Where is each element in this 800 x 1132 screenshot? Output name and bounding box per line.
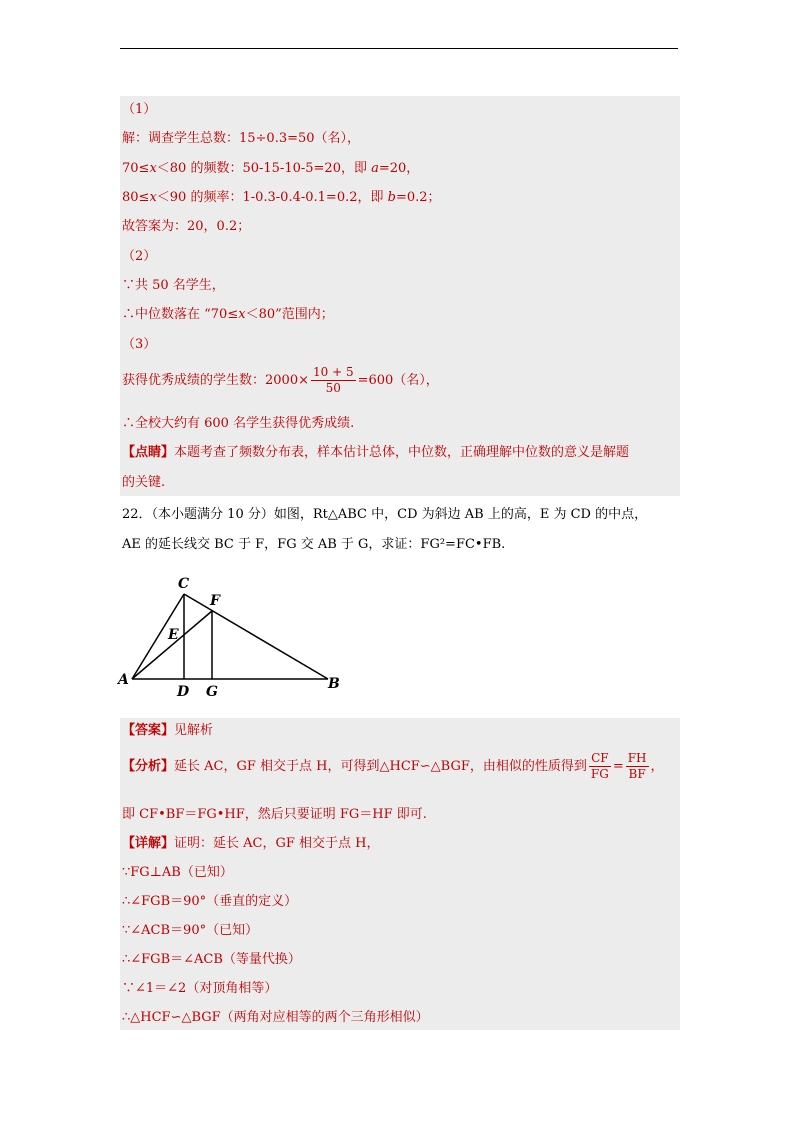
- detail-tag: 【详解】: [122, 836, 175, 851]
- label-b: B: [328, 676, 340, 692]
- comment-tag: 【点睛】: [122, 445, 175, 460]
- comment-line-2: 的关键.: [122, 475, 166, 490]
- header-rule: [120, 48, 678, 49]
- part2-label: （2）: [122, 249, 157, 264]
- fraction-cf-fg: $\frac{CF}{FG}$: [590, 751, 609, 781]
- comment-line-1: 【点睛】本题考查了频数分布表，样本估计总体，中位数，正确理解中位数的意义是解题: [122, 445, 630, 460]
- solution-line-7: 获得优秀成绩的学生数：2000× $\frac{10 + 5}{50}$ =600（名），: [122, 365, 439, 395]
- solution-line-4: 故答案为：20，0.2；: [122, 219, 251, 234]
- solution-line-5: ∵共 50 名学生，: [122, 278, 225, 293]
- part1-label: （1）: [122, 102, 157, 117]
- label-d: D: [177, 684, 190, 700]
- label-f: F: [210, 593, 220, 609]
- segment-af: [132, 611, 212, 679]
- solution-line-3: 80≤x＜90 的频率：1-0.3-0.4-0.1=0.2，即 b=0.2；: [122, 190, 441, 205]
- proof-step-1: ∵FG⊥AB（已知）: [122, 865, 233, 880]
- proof-step-3: ∵∠ACB＝90°（已知）: [122, 923, 259, 938]
- solution-line-2: 70≤x＜80 的频数：50-15-10-5=20，即 a=20，: [122, 161, 420, 176]
- analysis-line-1: 【分析】延长 AC，GF 相交于点 H，可得到△HCF∽△BGF，由相似的性质得到 $\frac{CF}{FG}$ = $\frac{FH}{BF}$ ，: [122, 751, 664, 781]
- proof-step-5: ∵∠1＝∠2（对顶角相等）: [122, 981, 278, 996]
- solution-line-8: ∴全校大约有 600 名学生获得优秀成绩.: [122, 416, 355, 431]
- segment-cb: [184, 594, 328, 679]
- label-e: E: [168, 627, 179, 643]
- label-g: G: [206, 684, 218, 700]
- answer-line: 【答案】见解析: [122, 723, 214, 738]
- geometry-figure: [112, 572, 352, 702]
- question-line-2: AE 的延长线交 BC 于 F，FG 交 AB 于 G，求证：FG²=FC•FB.: [122, 537, 506, 552]
- analysis-line-2: 即 CF•BF＝FG•HF，然后只要证明 FG＝HF 即可.: [122, 807, 427, 822]
- part3-label: （3）: [122, 337, 157, 352]
- analysis-tag: 【分析】: [122, 759, 175, 774]
- fraction: $\frac{10 + 5}{50}$: [312, 365, 354, 395]
- solution-box-1: [120, 96, 680, 496]
- fraction-fh-bf: $\frac{FH}{BF}$: [627, 751, 647, 781]
- solution-line-1: 解：调查学生总数：15÷0.3=50（名），: [122, 131, 361, 146]
- detail-line: 【详解】证明：延长 AC，GF 相交于点 H，: [122, 836, 380, 851]
- proof-step-6: ∴△HCF∽△BGF（两角对应相等的两个三角形相似）: [122, 1010, 429, 1025]
- proof-step-4: ∴∠FGB＝∠ACB（等量代换）: [122, 952, 301, 967]
- question-line-1: 22．（本小题满分 10 分）如图，Rt△ABC 中，CD 为斜边 AB 上的高，E 为 CD 的中点，: [122, 507, 648, 522]
- answer-tag: 【答案】: [122, 723, 175, 738]
- label-c: C: [178, 576, 190, 592]
- proof-step-2: ∴∠FGB＝90°（垂直的定义）: [122, 894, 298, 909]
- label-a: A: [118, 672, 129, 688]
- solution-line-6: ∴中位数落在 “70≤x＜80”范围内；: [122, 307, 334, 322]
